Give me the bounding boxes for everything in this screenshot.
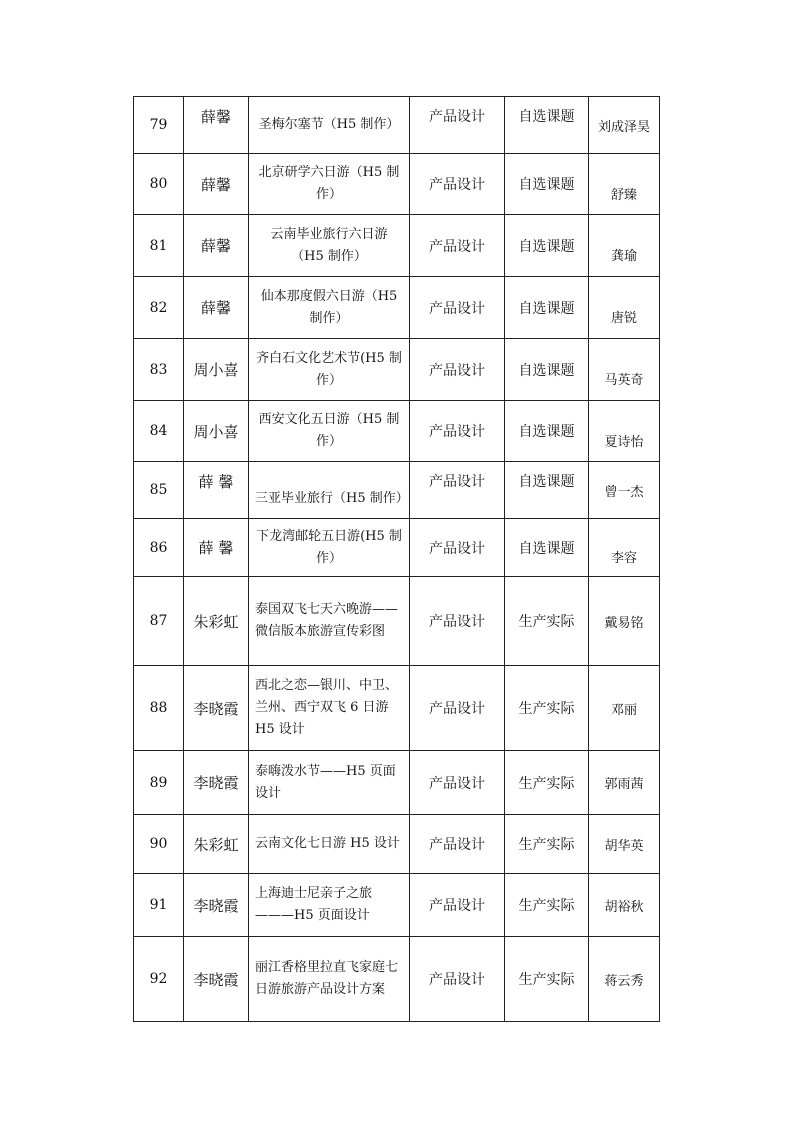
student-name: 郭雨茜 bbox=[589, 751, 660, 815]
advisor-name: 李晓霞 bbox=[184, 874, 249, 937]
student-name: 唐锐 bbox=[589, 277, 660, 339]
student-name: 邓丽 bbox=[589, 666, 660, 751]
student-name: 舒臻 bbox=[589, 154, 660, 215]
table-row bbox=[134, 874, 660, 937]
table-row bbox=[134, 401, 660, 462]
advisor-name: 薛 馨 bbox=[184, 462, 249, 519]
table-row bbox=[134, 815, 660, 874]
topic-type: 产品设计 bbox=[410, 937, 505, 1022]
student-name: 马英奇 bbox=[589, 339, 660, 401]
advisor-name: 薛馨 bbox=[184, 277, 249, 339]
table-row bbox=[134, 937, 660, 1022]
topic-title: 上海迪士尼亲子之旅———H5 页面设计 bbox=[249, 874, 410, 937]
advisor-name: 薛馨 bbox=[184, 154, 249, 215]
student-name: 胡裕秋 bbox=[589, 874, 660, 937]
topic-source: 自选课题 bbox=[505, 154, 589, 215]
table-row bbox=[134, 462, 660, 519]
topic-source: 生产实际 bbox=[505, 937, 589, 1022]
row-number: 81 bbox=[134, 215, 184, 277]
row-number: 91 bbox=[134, 874, 184, 937]
row-number: 86 bbox=[134, 519, 184, 577]
table-row bbox=[134, 577, 660, 666]
topic-source: 生产实际 bbox=[505, 815, 589, 874]
topic-source: 自选课题 bbox=[505, 277, 589, 339]
topic-title: 三亚毕业旅行（H5 制作） bbox=[249, 462, 410, 519]
topic-source: 自选课题 bbox=[505, 519, 589, 577]
student-name: 蒋云秀 bbox=[589, 937, 660, 1022]
student-name: 刘成泽昊 bbox=[589, 97, 660, 154]
topic-title: 圣梅尔塞节（H5 制作） bbox=[249, 97, 410, 154]
topic-type: 产品设计 bbox=[410, 339, 505, 401]
row-number: 79 bbox=[134, 97, 184, 154]
topic-title: 西安文化五日游（H5 制作） bbox=[249, 401, 410, 462]
advisor-name: 朱彩虹 bbox=[184, 815, 249, 874]
row-number: 82 bbox=[134, 277, 184, 339]
topic-title: 北京研学六日游（H5 制作） bbox=[249, 154, 410, 215]
topic-title: 泰国双飞七天六晚游——微信版本旅游宣传彩图 bbox=[249, 577, 410, 666]
row-number: 88 bbox=[134, 666, 184, 751]
topic-title: 丽江香格里拉直飞家庭七日游旅游产品设计方案 bbox=[249, 937, 410, 1022]
topic-title: 云南文化七日游 H5 设计 bbox=[249, 815, 410, 874]
advisor-name: 李晓霞 bbox=[184, 937, 249, 1022]
topic-source: 生产实际 bbox=[505, 577, 589, 666]
table-row bbox=[134, 751, 660, 815]
row-number: 89 bbox=[134, 751, 184, 815]
row-number: 87 bbox=[134, 577, 184, 666]
row-number: 90 bbox=[134, 815, 184, 874]
advisor-name: 李晓霞 bbox=[184, 666, 249, 751]
advisor-name: 薛馨 bbox=[184, 215, 249, 277]
topic-source: 自选课题 bbox=[505, 401, 589, 462]
advisor-name: 李晓霞 bbox=[184, 751, 249, 815]
topic-type: 产品设计 bbox=[410, 577, 505, 666]
student-name: 戴易铭 bbox=[589, 577, 660, 666]
topic-title: 下龙湾邮轮五日游(H5 制作） bbox=[249, 519, 410, 577]
table-row bbox=[134, 666, 660, 751]
row-number: 83 bbox=[134, 339, 184, 401]
topic-type: 产品设计 bbox=[410, 154, 505, 215]
advisor-name: 朱彩虹 bbox=[184, 577, 249, 666]
topic-type: 产品设计 bbox=[410, 401, 505, 462]
row-number: 85 bbox=[134, 462, 184, 519]
topic-title: 泰嗨泼水节——H5 页面设计 bbox=[249, 751, 410, 815]
topic-title: 西北之恋—银川、中卫、兰州、西宁双飞 6 日游 H5 设计 bbox=[249, 666, 410, 751]
topic-source: 自选课题 bbox=[505, 97, 589, 154]
topic-assignment-table bbox=[133, 96, 660, 1022]
topic-title: 仙本那度假六日游（H5 制作） bbox=[249, 277, 410, 339]
row-number: 80 bbox=[134, 154, 184, 215]
advisor-name: 薛馨 bbox=[184, 97, 249, 154]
topic-source: 生产实际 bbox=[505, 874, 589, 937]
table-row bbox=[134, 277, 660, 339]
advisor-name: 薛 馨 bbox=[184, 519, 249, 577]
topic-type: 产品设计 bbox=[410, 215, 505, 277]
topic-title: 云南毕业旅行六日游（H5 制作） bbox=[249, 215, 410, 277]
student-name: 龚瑜 bbox=[589, 215, 660, 277]
table-row bbox=[134, 519, 660, 577]
table-row bbox=[134, 154, 660, 215]
topic-type: 产品设计 bbox=[410, 751, 505, 815]
table-row bbox=[134, 215, 660, 277]
student-name: 李容 bbox=[589, 519, 660, 577]
student-name: 曾一杰 bbox=[589, 462, 660, 519]
topic-type: 产品设计 bbox=[410, 277, 505, 339]
topic-type: 产品设计 bbox=[410, 462, 505, 519]
row-number: 92 bbox=[134, 937, 184, 1022]
topic-type: 产品设计 bbox=[410, 666, 505, 751]
topic-title: 齐白石文化艺术节(H5 制作） bbox=[249, 339, 410, 401]
topic-source: 自选课题 bbox=[505, 215, 589, 277]
topic-type: 产品设计 bbox=[410, 97, 505, 154]
topic-source: 自选课题 bbox=[505, 339, 589, 401]
topic-source: 生产实际 bbox=[505, 666, 589, 751]
student-name: 胡华英 bbox=[589, 815, 660, 874]
topic-source: 生产实际 bbox=[505, 751, 589, 815]
row-number: 84 bbox=[134, 401, 184, 462]
table-row bbox=[134, 97, 660, 154]
topic-type: 产品设计 bbox=[410, 874, 505, 937]
advisor-name: 周小喜 bbox=[184, 339, 249, 401]
table-row bbox=[134, 339, 660, 401]
topic-type: 产品设计 bbox=[410, 815, 505, 874]
topic-source: 自选课题 bbox=[505, 462, 589, 519]
advisor-name: 周小喜 bbox=[184, 401, 249, 462]
student-name: 夏诗怡 bbox=[589, 401, 660, 462]
topic-type: 产品设计 bbox=[410, 519, 505, 577]
